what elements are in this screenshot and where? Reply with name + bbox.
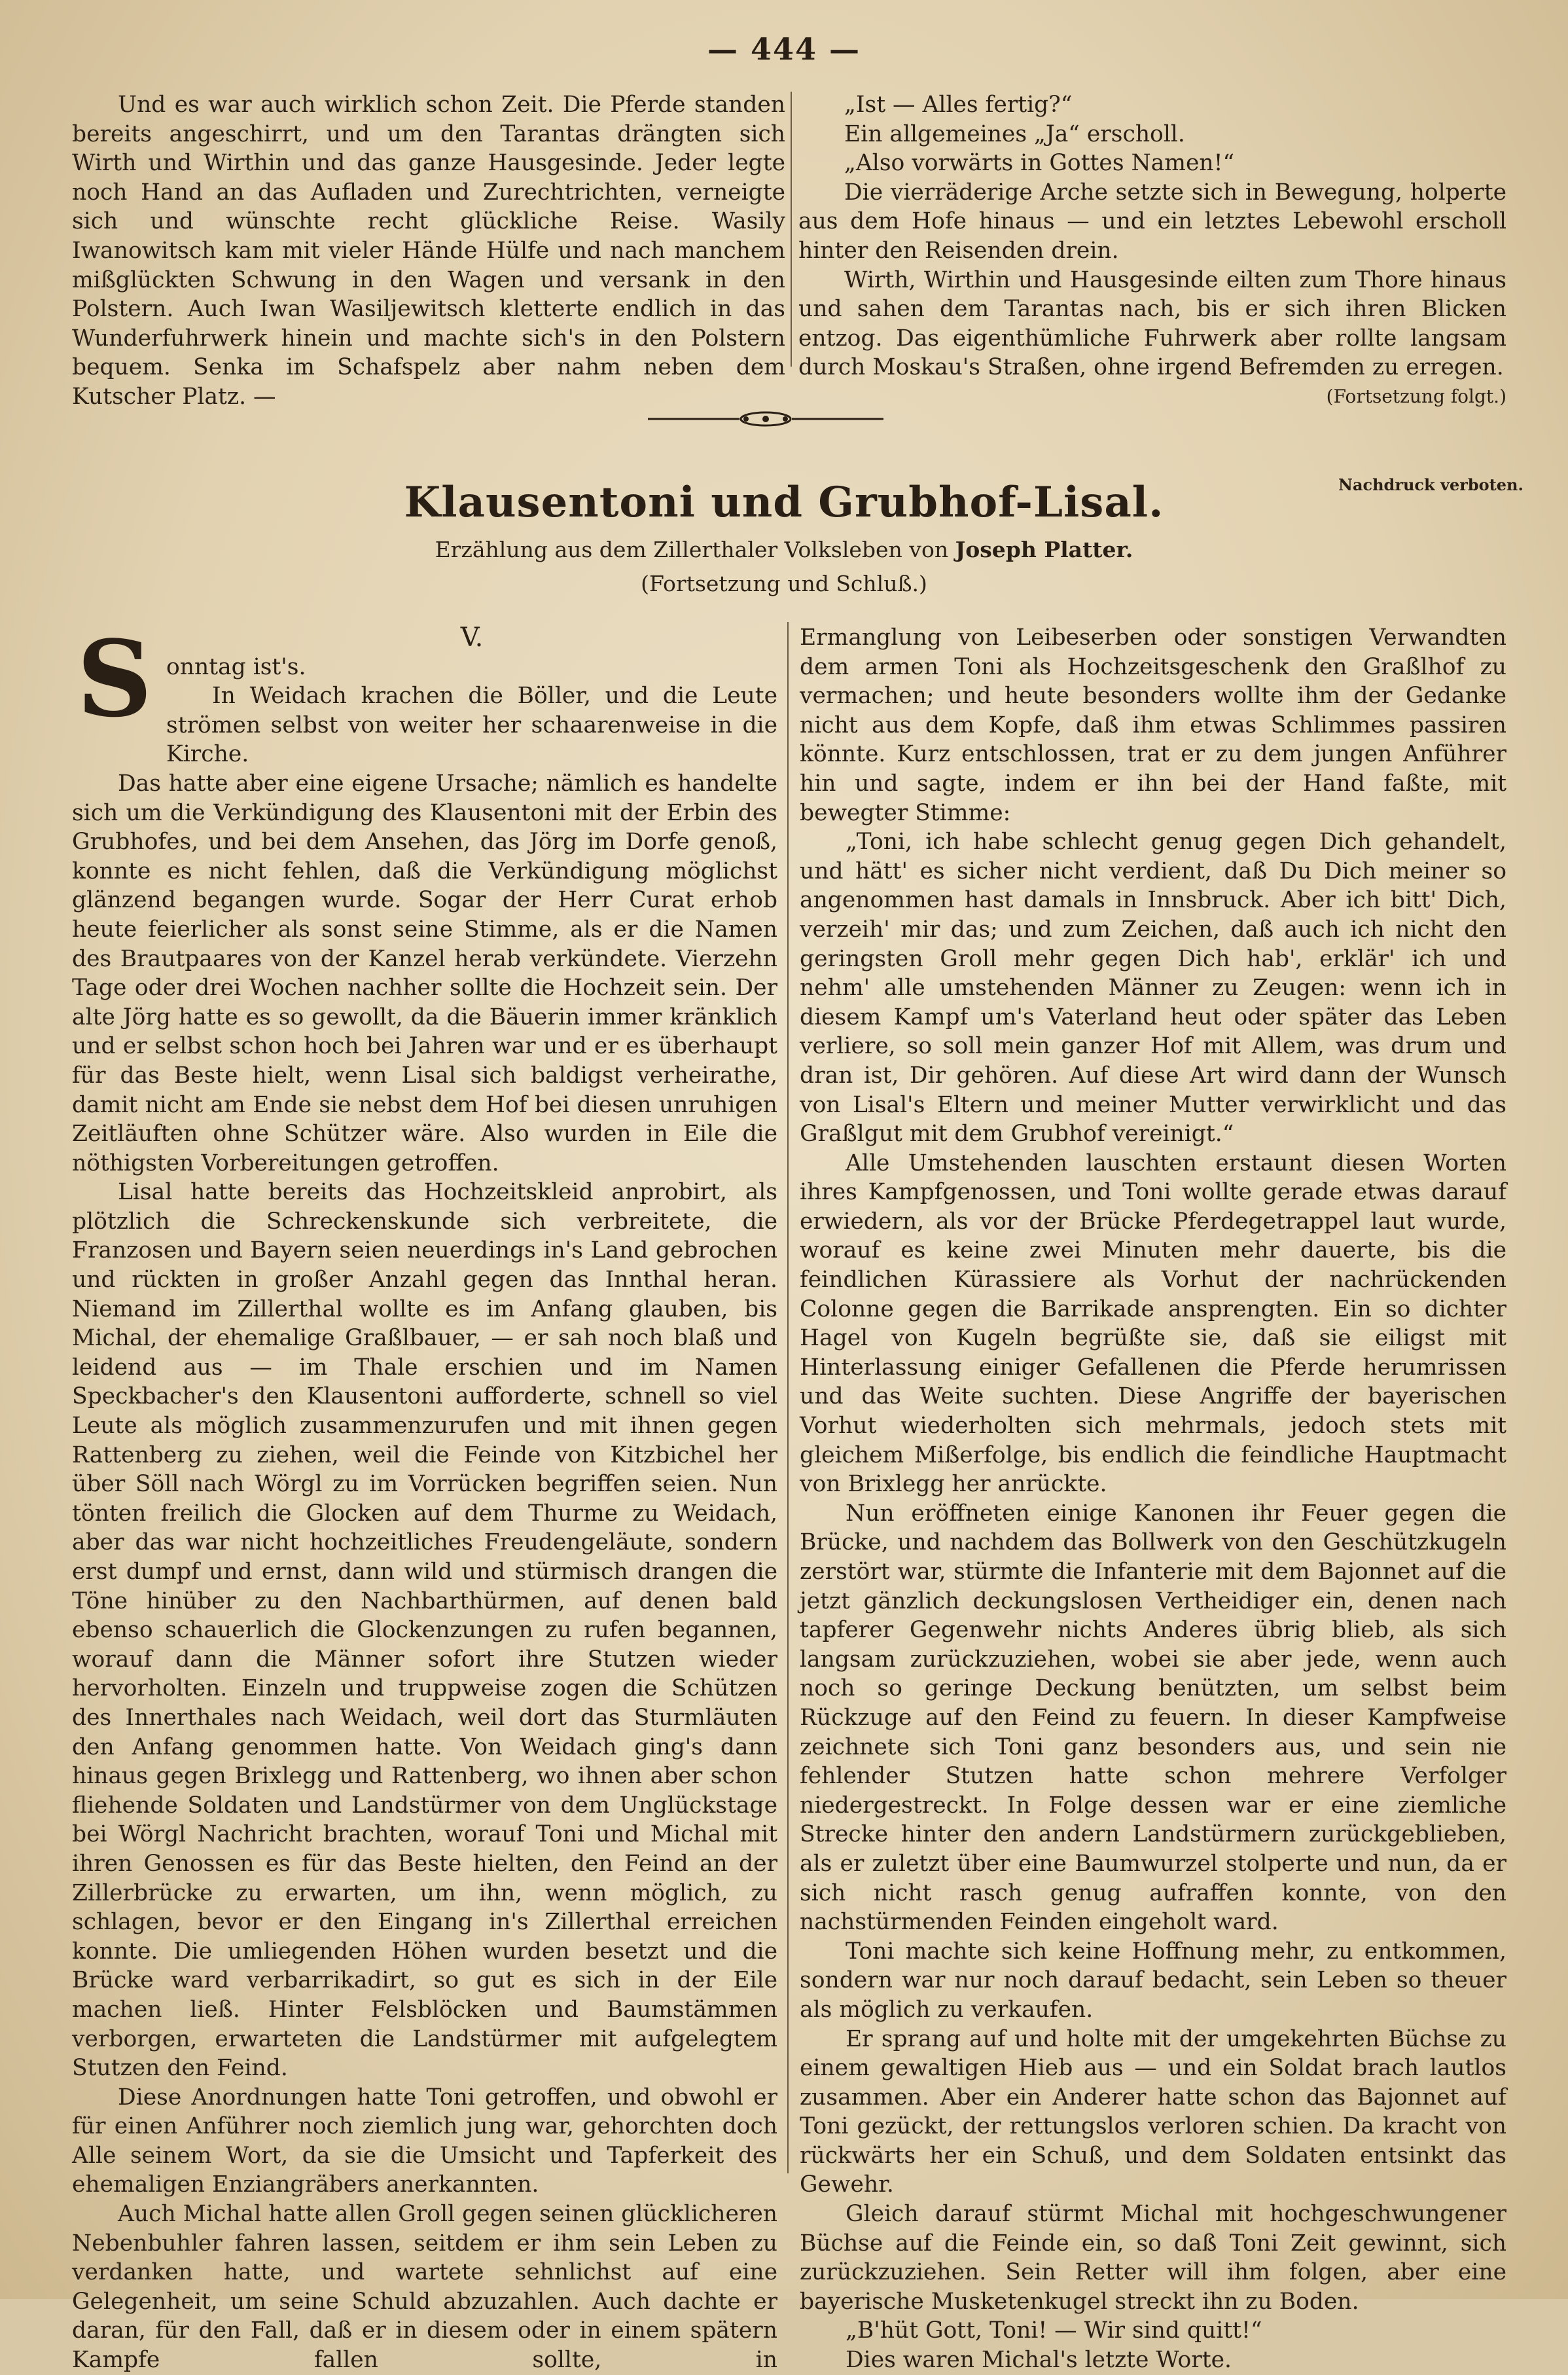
paragraph: Alle Umstehenden lauschten erstaunt diesen Worten ihres Kampfgenossen, und Toni wollte gerade etwas darauf erwiedern, als vor der Brücke Pferdegetrappel laut wurde, worauf es keine zwei Minuten mehr dauerte, bis die feindlichen Kürassiere als Vorhut der nachrückenden Colonne gegen die Barrikade ansprengten. Ein so dichter Hagel von Kugeln begrüßte sie, daß sie eiligst mit Hinterlassung einiger Gefallenen die Pferde herumrissen und das Weite suchten. Diese Angriffe der bayerischen Vorhut wiederholten sich mehrmals, jedoch stets mit gleichem Mißerfolge, bis endlich die feindliche Hauptmacht von Brixlegg her anrückte. (800, 1150, 1506, 1498)
chapter-number: V. (460, 623, 484, 653)
continuation-note: (Fortsetzung folgt.) (1326, 385, 1506, 407)
previous-story-right-column (798, 90, 1506, 412)
story-subtitle (0, 537, 1568, 562)
chapter-heading-line (72, 623, 777, 653)
paragraph: Diese Anordnungen hatte Toni getroffen, und obwohl er für einen Anführer noch ziemlich jung war, gehorchten doch Alle seinem Wort, da sie die Umsicht und Tapferkeit des ehemaligen Enziangräbers anerkannten. (72, 2084, 777, 2198)
paragraph: „Toni, ich habe schlecht genug gegen Dich gehandelt, und hätt' es sicher nicht verdient, daß Du Dich meiner so angenommen hast damals in Innsbruck. Aber ich bitt' Dich, verzeih' mir das; und zum Zeichen, daß auch ich nicht den geringsten Groll mehr gegen Dich hab', erklär' ich und nehm' alle umstehenden Männer zu Zeugen: wenn ich in diesem Kampf um's Vaterland heut oder später das Leben verliere, so soll mein ganzer Hof mit Allem, was drum und dran ist, Dir gehören. Auf diese Art wird dann der Wunsch von Lisal's Eltern und meiner Mutter verwirklicht und das Graßlgut mit dem Grubhof vereinigt.“ (800, 829, 1506, 1148)
previous-story-left-column (72, 90, 785, 412)
drop-cap (72, 617, 157, 741)
paragraph: Die vierräderige Arche setzte sich in Bewegung, holperte aus dem Hofe hinaus — und ein letztes Lebewohl erscholl hinter den Reisenden drein. (798, 179, 1506, 264)
dialogue-line: Ein allgemeines „Ja“ erscholl. (844, 120, 1185, 147)
page-number: — 444 — (707, 31, 861, 67)
paragraph: Lisal hatte bereits das Hochzeitskleid anprobirt, als plötzlich die Schreckenskunde sich verbreitete, die Franzosen und Bayern seien neuerdings in's Land gebrochen und rückten in großer Anzahl gegen das Innthal heran. Niemand im Zillerthal wollte es im Anfang glauben, bis Michal, der ehemalige Graßlbauer, — er sah noch blaß und leidend aus — im Thale erschien und im Namen Speckbacher's den Klausentoni aufforderte, schnell so viel Leute als möglich zusammenzurufen und mit ihnen gegen Rattenberg zu ziehen, weil die Feinde von Kitzbichel her über Söll nach Wörgl zu im Vorrücken begriffen seien. Nun tönten freilich die Glocken auf dem Thurme zu Weidach, aber das war nicht hochzeitliches Freudengeläute, sondern erst dumpf und ernst, dann wild und stürmisch drangen die Töne hinüber zu den Nachbarthürmen, auf denen bald ebenso schauerlich die Glockenzungen zu rufen begannen, worauf dann die Männer sofort ihre Stutzen wieder hervorholten. Einzeln und truppweise zogen die Schützen des Innerthales nach Weidach, weil dort das Sturmläuten den Anfang genommen hatte. Von Weidach ging's dann hinaus gegen Brixlegg und Rattenberg, wo ihnen aber schon fliehende Soldaten und Landstürmer von dem Unglückstage bei Wörgl Nachricht brachten, worauf Toni und Michal mit ihren Genossen es für das Beste hielten, den Feind an der Zillerbrücke zu erwarten, um ihn, wenn möglich, zu schlagen, bevor er den Eingang in's Zillerthal erreichen konnte. Die umliegenden Höhen wurden besetzt und die Brücke ward verbarrikadirt, so gut es sich in der Eile machen ließ. Hinter Felsblöcken und Baumstämmen verborgen, erwarteten die Landstürmer mit aufgelegtem Stutzen den Feind. (72, 1179, 777, 2082)
paragraph: Auch Michal hatte allen Groll gegen seinen glücklicheren Nebenbuhler fahren lassen, seitdem er ihm sein Leben zu verdanken hatte, und wartete sehnlichst auf eine Gelegenheit, um seine Schuld abzuzahlen. Auch dachte er daran, für den Fall, daß er in diesem oder in einem spätern Kampfe fallen sollte, in (72, 2201, 777, 2374)
paragraph: In Weidach krachen die Böller, und die Leute strömen selbst von weiter her schaarenweise in die Kirche. (166, 683, 777, 768)
column-divider-top (791, 92, 792, 367)
story-left-column (72, 617, 777, 2375)
author-name: Joseph Platter. (955, 537, 1133, 562)
dialogue-line: „B'hüt Gott, Toni! — Wir sind quitt!“ (846, 2317, 1262, 2344)
closing-line: Dies waren Michal's letzte Worte. (846, 2347, 1232, 2374)
column-divider-bottom (787, 622, 789, 2173)
story-continuation-note: (Fortsetzung und Schluß.) (641, 571, 927, 596)
paragraph: Wirth, Wirthin und Hausgesinde eilten zum Thore hinaus und sahen dem Tarantas nach, bis er sich ihren Blicken entzog. Das eigenthümliche Fuhrwerk aber rollte langsam durch Moskau's Straßen, ohne irgend Befremden zu erregen. (798, 266, 1506, 381)
dialogue-line: „Ist — Alles fertig?“ (844, 92, 1073, 118)
paragraph: Toni machte sich keine Hoffnung mehr, zu entkommen, sondern war nur noch darauf bedacht, sein Leben so theuer als möglich zu verkaufen. (800, 1938, 1506, 2023)
paragraph: Das hatte aber eine eigene Ursache; nämlich es handelte sich um die Verkündigung des Klausentoni mit der Erbin des Grubhofes, und bei dem Ansehen, das Jörg im Dorfe genoß, konnte es nicht fehlen, daß die Verkündigung möglichst glänzend begangen wurde. Sogar der Herr Curat erhob heute feierlicher als sonst seine Stimme, als er die Namen des Brautpaares von der Kanzel herab verkündete. Vierzehn Tage oder drei Wochen nachher sollte die Hochzeit sein. Der alte Jörg hatte es so gewollt, da die Bäuerin immer kränklich und er selbst schon hoch bei Jahren war und er es überhaupt für das Beste hielt, wenn Lisal sich baldigst verheirathe, damit nicht am Ende sie nebst dem Hof bei diesen unruhigen Zeitläuften ohne Schützer wäre. Also wurden in Eile die nöthigsten Vorbereitungen getroffen. (72, 770, 777, 1176)
first-line: onntag ist's. (166, 653, 306, 680)
drop-cap-letter: S (77, 617, 152, 740)
ornamental-divider (648, 406, 883, 432)
paragraph: Ermanglung von Leibeserben oder sonstigen Verwandten dem armen Toni als Hochzeitsgeschenk den Graßlhof zu vermachen; und heute besonders wollte ihm der Gedanke nicht aus dem Kopfe, daß ihm etwas Schlimmes passiren könnte. Kurz entschlossen, trat er zu dem jungen Anführer hin und sagte, indem er ihn bei der Hand faßte, mit bewegter Stimme: (800, 625, 1506, 826)
reprint-notice: Nachdruck verboten. (1338, 475, 1523, 494)
paragraph: Nun eröffneten einige Kanonen ihr Feuer gegen die Brücke, und nachdem das Bollwerk von den Geschützkugeln zerstört war, stürmte die Infanterie mit dem Bajonnet auf die jetzt gänzlich deckungslosen Vertheidiger ein, denen nach tapferer Gegenwehr nichts Anderes übrig blieb, als sich langsam zurückzuziehen, wobei sie aber jede, wenn auch noch so geringe Deckung benützten, um selbst beim Rückzuge auf den Feind zu feuern. In dieser Kampfweise zeichnete sich Toni ganz besonders aus, und sein nie fehlender Stutzen hatte schon mehrere Verfolger niedergestreckt. In Folge dessen war er eine ziemliche Strecke hinter den andern Landstürmern zurückgeblieben, als er zuletzt über eine Baumwurzel stolperte und nun, da er sich nicht rasch genug aufraffen konnte, von den nachstürmenden Feinden eingeholt ward. (800, 1500, 1506, 1936)
story-title: Klausentoni und Grubhof-Lisal. (404, 478, 1164, 527)
paragraph: Er sprang auf und holte mit der umgekehrten Büchse zu einem gewaltigen Hieb aus — und ein Soldat brach lautlos zusammen. Aber ein Anderer hatte schon das Bajonnet auf Toni gezückt, der rettungslos verloren schien. Da kracht von rückwärts her ein Schuß, und dem Soldaten entsinkt das Gewehr. (800, 2025, 1506, 2198)
paragraph: Gleich darauf stürmt Michal mit hochgeschwungener Büchse auf die Feinde ein, so daß Toni Zeit gewinnt, sich zurückzuziehen. Sein Retter will ihm folgen, aber eine bayerische Musketenkugel streckt ihn zu Boden. (800, 2201, 1506, 2315)
paragraph: Und es war auch wirklich schon Zeit. Die Pferde standen bereits angeschirrt, und um den Tarantas drängten sich Wirth und Wirthin und das ganze Hausgesinde. Jeder legte noch Hand an das Aufladen und Zurechtrichten, verneigte sich und wünschte recht glückliche Reise. Wasily Iwanowitsch kam mit vieler Hände Hülfe und nach manchem mißglückten Schwung in den Wagen und versank in den Polstern. Auch Iwan Wasiljewitsch kletterte endlich in das Wunderfuhrwerk hinein und machte sich's in den Polstern bequem. Senka im Schafspelz aber nahm neben dem Kutscher Platz. — (72, 92, 785, 410)
subtitle-text: Erzählung aus dem Zillerthaler Volksleben von (435, 537, 949, 562)
story-right-column (800, 623, 1506, 2375)
dialogue-line: „Also vorwärts in Gottes Namen!“ (844, 150, 1235, 177)
